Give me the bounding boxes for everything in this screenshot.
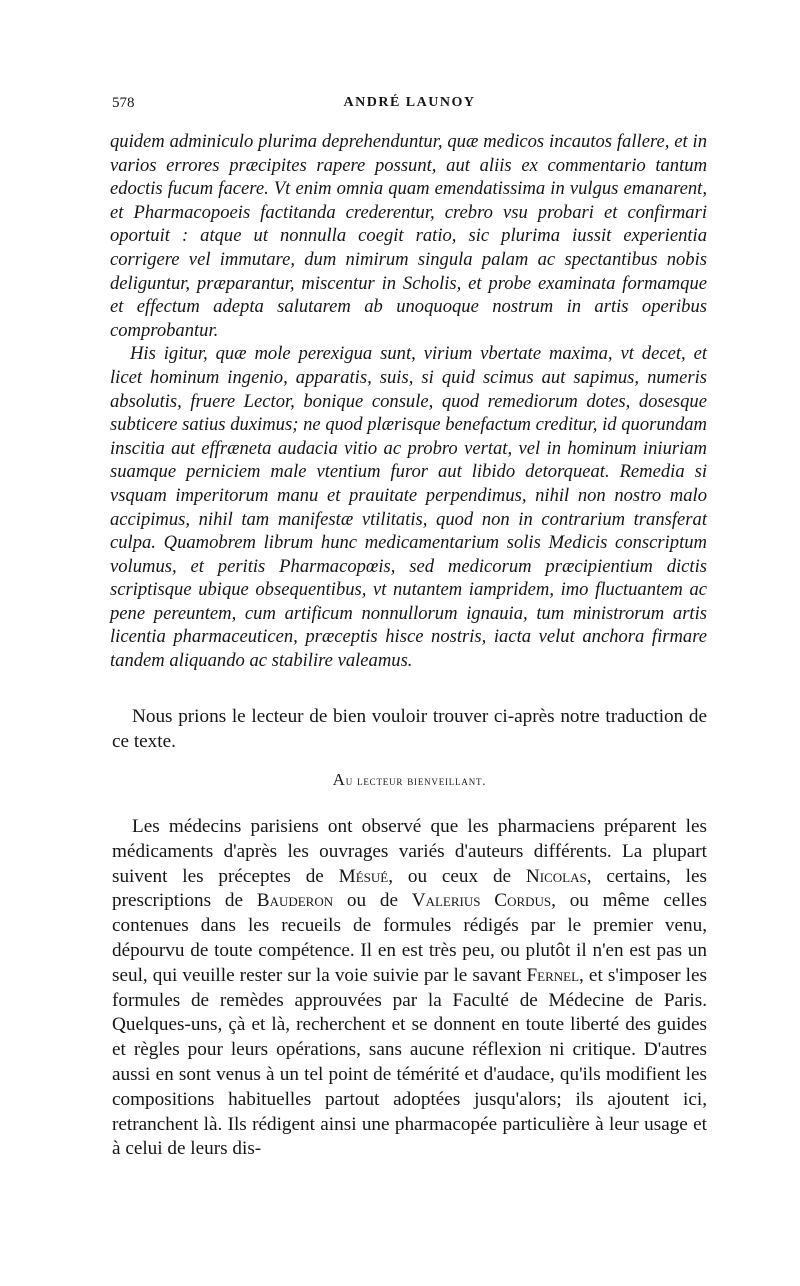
page-number: 578 xyxy=(112,95,135,111)
author-name-nicolas: Nicolas xyxy=(525,865,587,887)
author-name-mesue: Mésué xyxy=(338,865,389,887)
section-heading-initial: A xyxy=(332,770,346,789)
text-run: ou de xyxy=(333,890,412,912)
latin-paragraph-1: quidem adminiculo plurima deprehenduntur, quæ medicos incautos fallere, et in varios errores præcipites rapere possunt, aut aliis ex commentario tantum edoctis fucum facere. Vt enim omnia quam emendatissima in vulgus emanarent, et Pharmacopoeis factitanda crederentur, crebro vsu probari et confirmari oportuit : atque ut nonnulla coegit ratio, sic plurima iussit experientia corrigere vel immutare, dum nimirum singula palam ac spectantibus nobis deliguntur, præparantur, miscentur in Scholis, et probe examinata formamque et effectum adepta salutarem ab unoquoque nostrum in artis operibus comprobantur. xyxy=(110,131,707,341)
running-title: ANDRÉ LAUNOY xyxy=(343,95,476,110)
translation-intro-paragraph: Nous prions le lecteur de bien vouloir trouver ci-après notre traduction de ce texte. xyxy=(112,706,707,752)
text-run: Les médecins parisiens ont observé que les pharmaciens préparent les médicaments d'après les ouvrages variés d'auteurs différents. La plupart suivent les préceptes de xyxy=(112,816,707,887)
text-run: , et s'imposer les formules de remèdes approuvées par la Faculté de Médecine de Paris. Quelques-uns, çà et là, recherchent et se donnent en toute liberté des guides et règles pour leurs opérations, sans aucune réflexion ni critique. D'autres aussi en sont venus à un tel point de témérité et d'audace, qu'ils modifient les compositions habituelles partout adoptées jusqu'alors; ils ajoutent ici, retranchent là. Ils rédigent ainsi une pharmacopée particulière à leur usage et à celui de leurs dis- xyxy=(112,964,707,1160)
french-translation-paragraph xyxy=(112,815,707,1162)
section-heading-text: u lecteur bienveillant. xyxy=(345,773,487,788)
text-run: , ou ceux de xyxy=(388,865,526,887)
text-run: , certains, les prescriptions de xyxy=(112,865,707,912)
author-name-fernel: Fernel xyxy=(526,964,580,986)
latin-text-block xyxy=(110,130,707,673)
latin-paragraph-2: His igitur, quæ mole perexigua sunt, virium vbertate maxima, vt decet, et licet hominum ingenio, apparatis, suis, si quid scimus aut sapimus, numeris absolutis, fruere Lector, bonique consule, quod remediorum dotes, dosesque subticere satius duximus; ne quod plærisque benefactum creditur, id quorundam inscitia aut effræneta audacia vitio ac probro vertat, vel in hominum iniuriam suamque perniciem male vtentium furor aut libido detorqueat. Remedia si vsquam imperitorum manu et prauitate perpendimus, nihil non nostro malo accipimus, nihil tam manifestæ vtilitatis, quod non in contrarium transferat culpa. Quamobrem librum hunc medicamentarium solis Medicis conscriptum volumus, et peritis Pharmacopœis, sed medicorum præcipientium dictis scriptisque ubique obsequentibus, vt nutantem iampridem, imo fluctuantem ac pene pereuntem, cum artificum nonnullorum ignauia, tum ministrorum artis licentia pharmaceuticen, præceptis hisce nostris, iacta velut anchora firmare tandem aliquando ac stabilire valeamus. xyxy=(110,343,707,672)
section-heading xyxy=(112,770,707,790)
author-name-valerius-cordus: Valerius Cordus xyxy=(411,890,552,912)
author-name-bauderon: Bauderon xyxy=(256,890,334,912)
page-header xyxy=(112,95,707,119)
text-run: , ou même celles contenues dans les recueils de formules rédigés par le premier venu, dépourvu de toute compétence. Il en est très peu, ou plutôt il n'en est pas un seul, qui veuille rester sur la voie suivie par le savant xyxy=(112,890,707,986)
